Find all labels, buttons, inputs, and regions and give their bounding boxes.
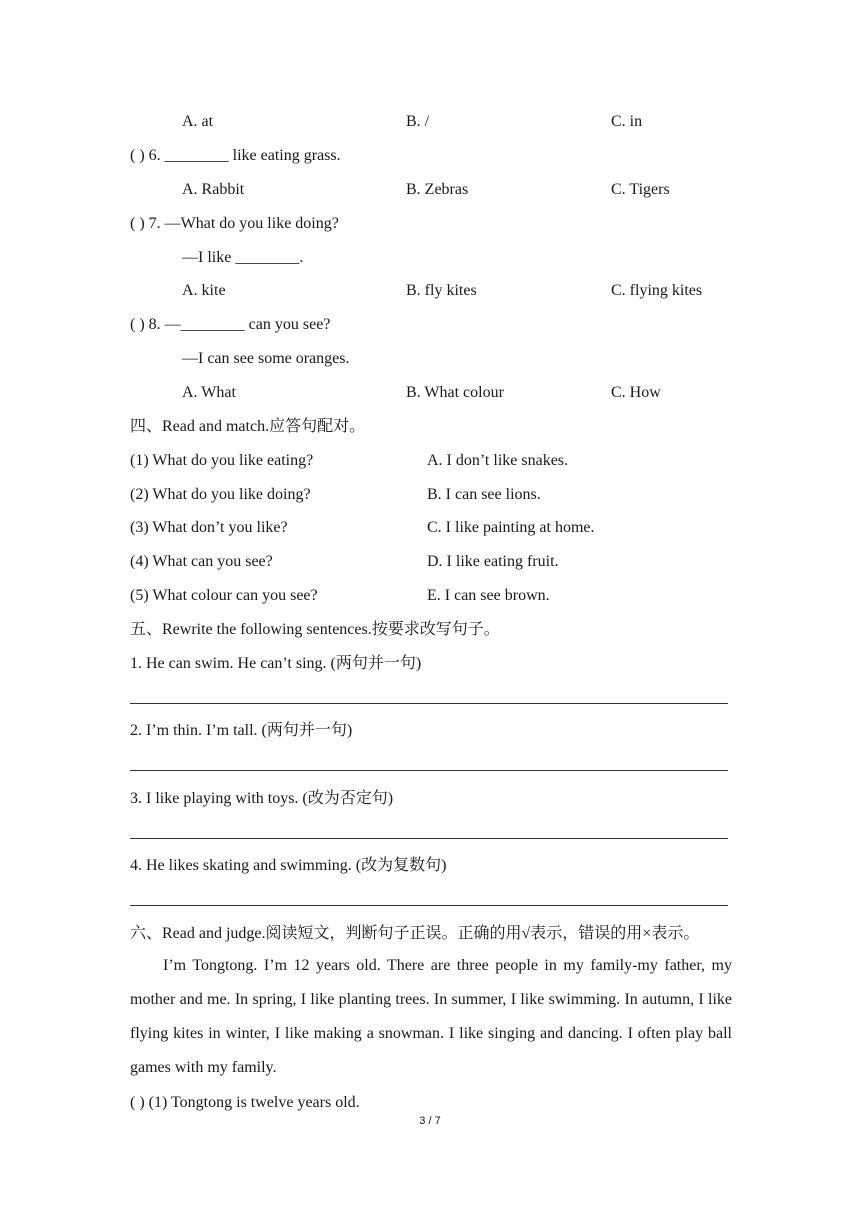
q7-option-b: B. fly kites: [406, 282, 477, 299]
answer-line[interactable]: [130, 770, 728, 771]
q7-stem: ( ) 7. —What do you like doing?: [130, 215, 339, 232]
rewrite-item: 1. He can swim. He can’t sing. (两句并一句): [130, 655, 422, 672]
q7-option-c: C. flying kites: [611, 282, 703, 299]
q5-option-a: A. at: [182, 113, 214, 130]
q6-option-a: A. Rabbit: [182, 181, 245, 198]
q7-option-a: A. kite: [182, 282, 226, 299]
rewrite-item: 3. I like playing with toys. (改为否定句): [130, 790, 394, 807]
rewrite-item: 2. I’m thin. I’m tall. (两句并一句): [130, 722, 353, 739]
match-answer: D. I like eating fruit.: [427, 553, 559, 570]
q8-option-a: A. What: [182, 384, 236, 401]
section6-title: 六、Read and judge.阅读短文，判断句子正误。正确的用√表示，错误的用×表示。: [130, 925, 700, 942]
reading-passage: [130, 949, 732, 1085]
answer-line[interactable]: [130, 838, 728, 839]
match-answer: A. I don’t like snakes.: [427, 452, 569, 469]
q5-option-b: B. /: [406, 113, 430, 130]
rewrite-item: 4. He likes skating and swimming. (改为复数句): [130, 857, 447, 874]
match-question: (4) What can you see?: [130, 553, 273, 570]
q6-stem: ( ) 6. ________ like eating grass.: [130, 147, 341, 164]
passage-text: I’m Tongtong. I’m 12 years old. There are three people in my family-my father, my mother and me. In spring, I like planting trees. In summer, I like swimming. In autumn, I like flying kites in winter, I like making a snowman. I like singing and dancing. I often play ball games with my family.: [130, 957, 732, 1076]
q8-answer-line: —I can see some oranges.: [182, 350, 350, 367]
section5-title: 五、Rewrite the following sentences.按要求改写句子。: [130, 621, 500, 638]
q5-option-c: C. in: [611, 113, 643, 130]
q7-answer-line: —I like ________.: [182, 249, 304, 266]
answer-line[interactable]: [130, 905, 728, 906]
q8-stem: ( ) 8. —________ can you see?: [130, 316, 331, 333]
q8-option-c: C. How: [611, 384, 661, 401]
q6-option-c: C. Tigers: [611, 181, 670, 198]
judge-question-1: ( ) (1) Tongtong is twelve years old.: [130, 1094, 360, 1111]
match-question: (3) What don’t you like?: [130, 519, 288, 536]
match-answer: E. I can see brown.: [427, 587, 550, 604]
match-answer: C. I like painting at home.: [427, 519, 595, 536]
q8-option-b: B. What colour: [406, 384, 504, 401]
page-number: 3 / 7: [419, 1115, 441, 1127]
answer-line[interactable]: [130, 703, 728, 704]
match-question: (1) What do you like eating?: [130, 452, 314, 469]
section4-title: 四、Read and match.应答句配对。: [130, 418, 366, 435]
match-question: (5) What colour can you see?: [130, 587, 318, 604]
q6-option-b: B. Zebras: [406, 181, 469, 198]
match-question: (2) What do you like doing?: [130, 486, 311, 503]
match-answer: B. I can see lions.: [427, 486, 541, 503]
